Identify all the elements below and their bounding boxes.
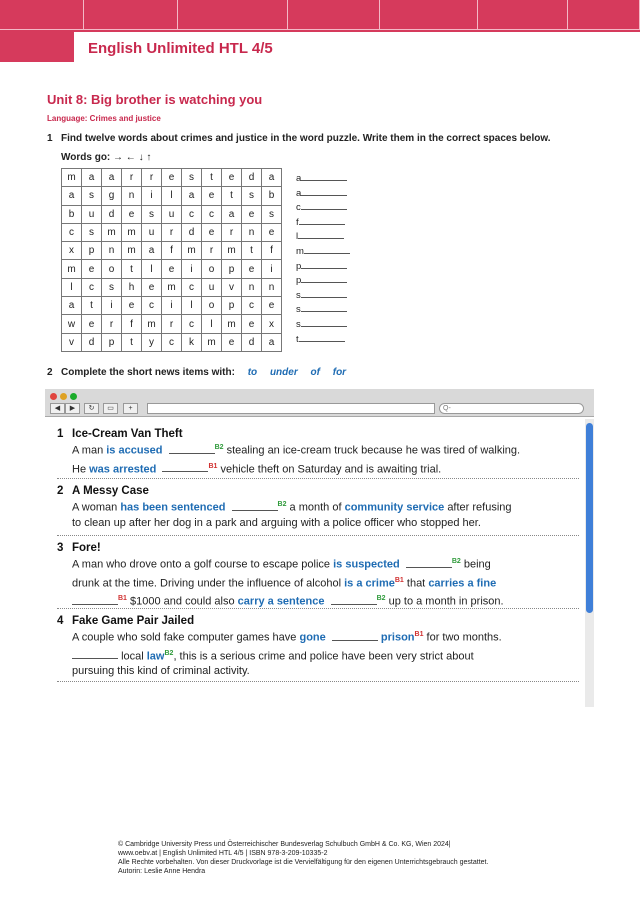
header-tab [380, 0, 478, 30]
puzzle-cell[interactable]: d [82, 333, 102, 351]
puzzle-cell[interactable]: t [122, 260, 142, 278]
answer-initial: p [296, 275, 302, 287]
puzzle-cell[interactable]: u [142, 223, 162, 241]
url-input[interactable] [147, 403, 435, 414]
answer-gap[interactable] [169, 444, 215, 454]
answer-gap[interactable] [72, 649, 118, 659]
word-choice: under [269, 367, 298, 378]
news-item [57, 615, 579, 679]
puzzle-cell[interactable]: t [82, 297, 102, 315]
puzzle-cell[interactable]: c [142, 297, 162, 315]
puzzle-cell[interactable]: m [62, 260, 82, 278]
puzzle-cell[interactable]: l [162, 187, 182, 205]
answer-initial: t [296, 333, 299, 345]
header-tab [568, 0, 640, 30]
task-text: Find twelve words about crimes and justice in the word puzzle. Write them in the correct spaces below. [61, 133, 551, 144]
puzzle-cell[interactable]: t [202, 169, 222, 187]
news-title: 4 Fake Game Pair Jailed [57, 615, 195, 627]
word-choice: of [310, 367, 320, 378]
close-dot-icon[interactable] [50, 393, 57, 400]
puzzle-cell[interactable]: v [222, 278, 242, 296]
puzzle-cell[interactable]: f [162, 242, 182, 260]
answer-line [296, 245, 350, 260]
puzzle-cell[interactable]: r [102, 315, 122, 333]
puzzle-cell[interactable]: c [242, 297, 262, 315]
puzzle-cell[interactable]: u [162, 205, 182, 223]
answer-gap[interactable] [406, 558, 452, 568]
puzzle-cell[interactable]: d [242, 169, 262, 187]
divider [57, 608, 579, 609]
puzzle-cell[interactable]: r [122, 169, 142, 187]
answer-gap[interactable] [162, 462, 208, 472]
puzzle-cell[interactable]: d [182, 223, 202, 241]
answer-line [296, 303, 350, 318]
puzzle-cell[interactable]: a [182, 187, 202, 205]
words-go-hint: Words go: → ← ↓ ↑ [61, 152, 152, 163]
puzzle-cell[interactable]: b [62, 205, 82, 223]
puzzle-cell[interactable]: k [182, 333, 202, 351]
puzzle-cell[interactable]: s [82, 223, 102, 241]
puzzle-cell[interactable]: p [82, 242, 102, 260]
answer-line [296, 289, 350, 304]
scrollbar-thumb[interactable] [586, 423, 593, 613]
task-1-instruction [47, 133, 551, 144]
puzzle-cell[interactable]: x [62, 242, 82, 260]
news-body: A woman has been sentenced $^{B2}$ a month of community service after refusing to clean up after her dog in a park and arguing with a police officer who stopped her. [72, 501, 512, 529]
answer-blank[interactable] [301, 289, 347, 298]
puzzle-cell[interactable]: e [202, 223, 222, 241]
puzzle-cell[interactable]: a [62, 297, 82, 315]
puzzle-row [62, 315, 282, 333]
puzzle-row [62, 297, 282, 315]
answer-blank[interactable] [301, 172, 347, 181]
puzzle-cell[interactable]: o [202, 260, 222, 278]
puzzle-cell[interactable]: w [62, 315, 82, 333]
puzzle-row [62, 169, 282, 187]
answer-blank[interactable] [301, 303, 347, 312]
forward-icon[interactable]: ▶ [65, 403, 80, 414]
puzzle-cell[interactable]: m [102, 223, 122, 241]
puzzle-cell[interactable]: s [262, 205, 282, 223]
puzzle-cell[interactable]: n [262, 278, 282, 296]
puzzle-cell[interactable]: e [82, 260, 102, 278]
puzzle-cell[interactable]: i [102, 297, 122, 315]
answer-initial: s [296, 304, 301, 316]
news-body: A couple who sold fake computer games have gone prison$^{B1}$ for two months. local law$^{B2}$, this is a serious crime and police have been very strict about pursuing this kind of criminal activity. [72, 631, 502, 678]
puzzle-cell[interactable]: o [102, 260, 122, 278]
puzzle-cell[interactable]: m [122, 242, 142, 260]
puzzle-cell[interactable]: i [162, 297, 182, 315]
task-number: 1 [47, 133, 53, 144]
puzzle-row [62, 278, 282, 296]
header-tab [0, 0, 84, 30]
puzzle-cell[interactable]: r [162, 223, 182, 241]
browser-window [45, 389, 594, 707]
puzzle-cell[interactable]: d [242, 333, 262, 351]
puzzle-row [62, 242, 282, 260]
puzzle-row [62, 333, 282, 351]
answer-gap[interactable] [232, 501, 278, 511]
puzzle-cell[interactable]: a [142, 242, 162, 260]
answer-list [296, 172, 350, 347]
reload-icon[interactable]: ↻ [84, 403, 99, 414]
footer-line: Autorin: Leslie Anne Hendra [118, 868, 206, 875]
word-choice: for [332, 367, 347, 378]
puzzle-cell[interactable]: e [242, 205, 262, 223]
puzzle-cell[interactable]: c [162, 333, 182, 351]
puzzle-cell[interactable]: e [162, 260, 182, 278]
answer-initial: c [296, 202, 301, 214]
answer-initial: a [296, 173, 302, 184]
answer-blank[interactable] [301, 201, 347, 210]
puzzle-cell[interactable]: n [122, 187, 142, 205]
puzzle-cell[interactable]: s [82, 187, 102, 205]
answer-gap[interactable] [332, 631, 378, 641]
answer-line [296, 333, 350, 348]
news-item [57, 542, 579, 610]
answer-blank[interactable] [301, 274, 347, 283]
puzzle-cell[interactable]: a [262, 169, 282, 187]
puzzle-cell[interactable]: s [102, 278, 122, 296]
puzzle-cell[interactable]: e [222, 169, 242, 187]
puzzle-cell[interactable]: m [182, 242, 202, 260]
puzzle-cell[interactable]: l [202, 315, 222, 333]
puzzle-cell[interactable]: l [62, 278, 82, 296]
news-title: 2 A Messy Case [57, 485, 149, 497]
answer-gap[interactable] [72, 595, 118, 605]
puzzle-cell[interactable]: m [62, 169, 82, 187]
puzzle-cell[interactable]: b [262, 187, 282, 205]
puzzle-cell[interactable]: m [222, 242, 242, 260]
puzzle-cell[interactable]: a [222, 205, 242, 223]
header-tab [478, 0, 568, 30]
puzzle-cell[interactable]: e [122, 297, 142, 315]
puzzle-cell[interactable]: c [62, 223, 82, 241]
puzzle-cell[interactable]: n [102, 242, 122, 260]
puzzle-cell[interactable]: c [182, 315, 202, 333]
puzzle-cell[interactable]: c [82, 278, 102, 296]
answer-blank[interactable] [299, 216, 345, 225]
puzzle-cell[interactable]: c [202, 205, 222, 223]
unit-title: Unit 8: Big brother is watching you [47, 92, 263, 107]
news-body: A man is accused $^{B2}$ stealing an ice-cream truck because he was tired of walking. He was arrested $^{B1}$ vehicle theft on Saturday and is awaiting trial. [72, 444, 521, 476]
answer-blank[interactable] [301, 260, 347, 269]
zoom-dot-icon[interactable] [70, 393, 77, 400]
puzzle-cell[interactable]: f [262, 242, 282, 260]
divider [57, 535, 579, 536]
answer-line [296, 318, 350, 333]
news-item [57, 485, 579, 531]
answer-initial: l [296, 231, 299, 243]
answer-gap[interactable] [331, 595, 377, 605]
task-number: 2 [47, 367, 53, 378]
browser-toolbar [45, 389, 594, 417]
answer-initial: s [296, 289, 301, 301]
puzzle-cell[interactable]: i [182, 260, 202, 278]
puzzle-cell[interactable]: r [142, 169, 162, 187]
unit-subtitle: Language: Crimes and justice [47, 114, 161, 123]
puzzle-cell[interactable]: n [242, 278, 262, 296]
puzzle-cell[interactable]: p [222, 297, 242, 315]
puzzle-cell[interactable]: f [122, 315, 142, 333]
puzzle-cell[interactable]: u [82, 205, 102, 223]
answer-initial: p [296, 260, 302, 272]
answer-blank[interactable] [299, 333, 345, 342]
puzzle-row [62, 205, 282, 223]
back-icon[interactable]: ◀ [50, 403, 65, 414]
puzzle-cell[interactable]: m [122, 223, 142, 241]
puzzle-cell[interactable]: m [142, 315, 162, 333]
answer-line [296, 260, 350, 275]
puzzle-cell[interactable]: s [242, 187, 262, 205]
news-title: 3 Fore! [57, 542, 101, 554]
answer-line [296, 172, 350, 187]
puzzle-cell[interactable]: e [262, 297, 282, 315]
puzzle-cell[interactable]: a [102, 169, 122, 187]
puzzle-cell[interactable]: c [182, 278, 202, 296]
answer-blank[interactable] [298, 230, 344, 239]
add-tab-icon[interactable]: + [123, 403, 138, 414]
word-puzzle [61, 168, 282, 352]
puzzle-cell[interactable]: a [62, 187, 82, 205]
news-item [57, 428, 579, 477]
footer-line: www.oebv.at | English Unlimited HTL 4/5 | ISBN 978-3-209-10335-2 [118, 850, 328, 857]
puzzle-cell[interactable]: d [102, 205, 122, 223]
puzzle-cell[interactable]: m [202, 333, 222, 351]
puzzle-cell[interactable]: e [222, 333, 242, 351]
puzzle-cell[interactable]: e [242, 315, 262, 333]
puzzle-cell[interactable]: l [182, 297, 202, 315]
puzzle-cell[interactable]: h [122, 278, 142, 296]
puzzle-cell[interactable]: e [122, 205, 142, 223]
header-tab [178, 0, 288, 30]
puzzle-row [62, 223, 282, 241]
footer [118, 840, 488, 876]
puzzle-cell[interactable]: e [142, 278, 162, 296]
answer-line [296, 187, 350, 202]
puzzle-cell[interactable]: m [222, 315, 242, 333]
puzzle-cell[interactable]: m [162, 278, 182, 296]
header-tab [288, 0, 380, 30]
answer-blank[interactable] [301, 187, 347, 196]
puzzle-cell[interactable]: e [82, 315, 102, 333]
puzzle-cell[interactable]: u [202, 278, 222, 296]
puzzle-cell[interactable]: c [182, 205, 202, 223]
divider [57, 681, 579, 682]
answer-initial: m [296, 245, 304, 257]
puzzle-cell[interactable]: i [142, 187, 162, 205]
puzzle-cell[interactable]: a [262, 333, 282, 351]
puzzle-cell[interactable]: p [102, 333, 122, 351]
puzzle-cell[interactable]: y [142, 333, 162, 351]
answer-line [296, 274, 350, 289]
puzzle-cell[interactable]: v [62, 333, 82, 351]
puzzle-cell[interactable]: n [242, 223, 262, 241]
answer-blank[interactable] [304, 245, 350, 254]
puzzle-cell[interactable]: o [202, 297, 222, 315]
book-title: English Unlimited HTL 4/5 [88, 40, 273, 57]
puzzle-row [62, 187, 282, 205]
puzzle-cell[interactable]: p [222, 260, 242, 278]
header-tab [84, 0, 178, 30]
divider [57, 478, 579, 479]
answer-initial: s [296, 318, 301, 330]
answer-line [296, 201, 350, 216]
puzzle-cell[interactable]: e [162, 169, 182, 187]
puzzle-cell[interactable]: r [222, 223, 242, 241]
puzzle-cell[interactable]: r [162, 315, 182, 333]
task-text: Complete the short news items with: [61, 367, 235, 378]
puzzle-cell[interactable]: r [202, 242, 222, 260]
answer-initial: f [296, 216, 299, 228]
minimize-dot-icon[interactable] [60, 393, 67, 400]
puzzle-cell[interactable]: t [122, 333, 142, 351]
puzzle-cell[interactable]: g [102, 187, 122, 205]
news-body: A man who drove onto a golf course to escape police is suspected $^{B2}$ being drunk at the time. Driving under the influence of alcohol is a crime$^{B1}$ that carries a fine $^{B1}$ $1000 and could also carry a sentence $^{B2}$ up to a month in prison. [72, 558, 504, 608]
answer-blank[interactable] [301, 318, 347, 327]
search-input[interactable]: Q- [439, 403, 584, 414]
news-title: 1 Ice-Cream Van Theft [57, 428, 183, 440]
puzzle-cell[interactable]: a [82, 169, 102, 187]
puzzle-cell[interactable]: s [142, 205, 162, 223]
puzzle-cell[interactable]: e [242, 260, 262, 278]
answer-line [296, 230, 350, 245]
puzzle-cell[interactable]: i [262, 260, 282, 278]
answer-line [296, 216, 350, 231]
puzzle-cell[interactable]: e [202, 187, 222, 205]
bookmarks-icon[interactable]: ▭ [103, 403, 118, 414]
puzzle-cell[interactable]: l [142, 260, 162, 278]
puzzle-cell[interactable]: t [222, 187, 242, 205]
header-tabs [0, 0, 640, 30]
task-2-instruction [47, 367, 346, 378]
puzzle-cell[interactable]: x [262, 315, 282, 333]
word-choice: to [247, 367, 258, 378]
puzzle-cell[interactable]: s [182, 169, 202, 187]
puzzle-cell[interactable]: t [242, 242, 262, 260]
answer-initial: a [296, 187, 302, 199]
puzzle-cell[interactable]: e [262, 223, 282, 241]
footer-line: © Cambridge University Press und Österreichischer Bundesverlag Schulbuch GmbH & Co. KG, Wien 2024| [118, 841, 451, 848]
footer-line: Alle Rechte vorbehalten. Von dieser Druckvorlage ist die Vervielfältigung für den eigenen Unterrichtsgebrauch gestattet. [118, 859, 489, 866]
puzzle-row [62, 260, 282, 278]
